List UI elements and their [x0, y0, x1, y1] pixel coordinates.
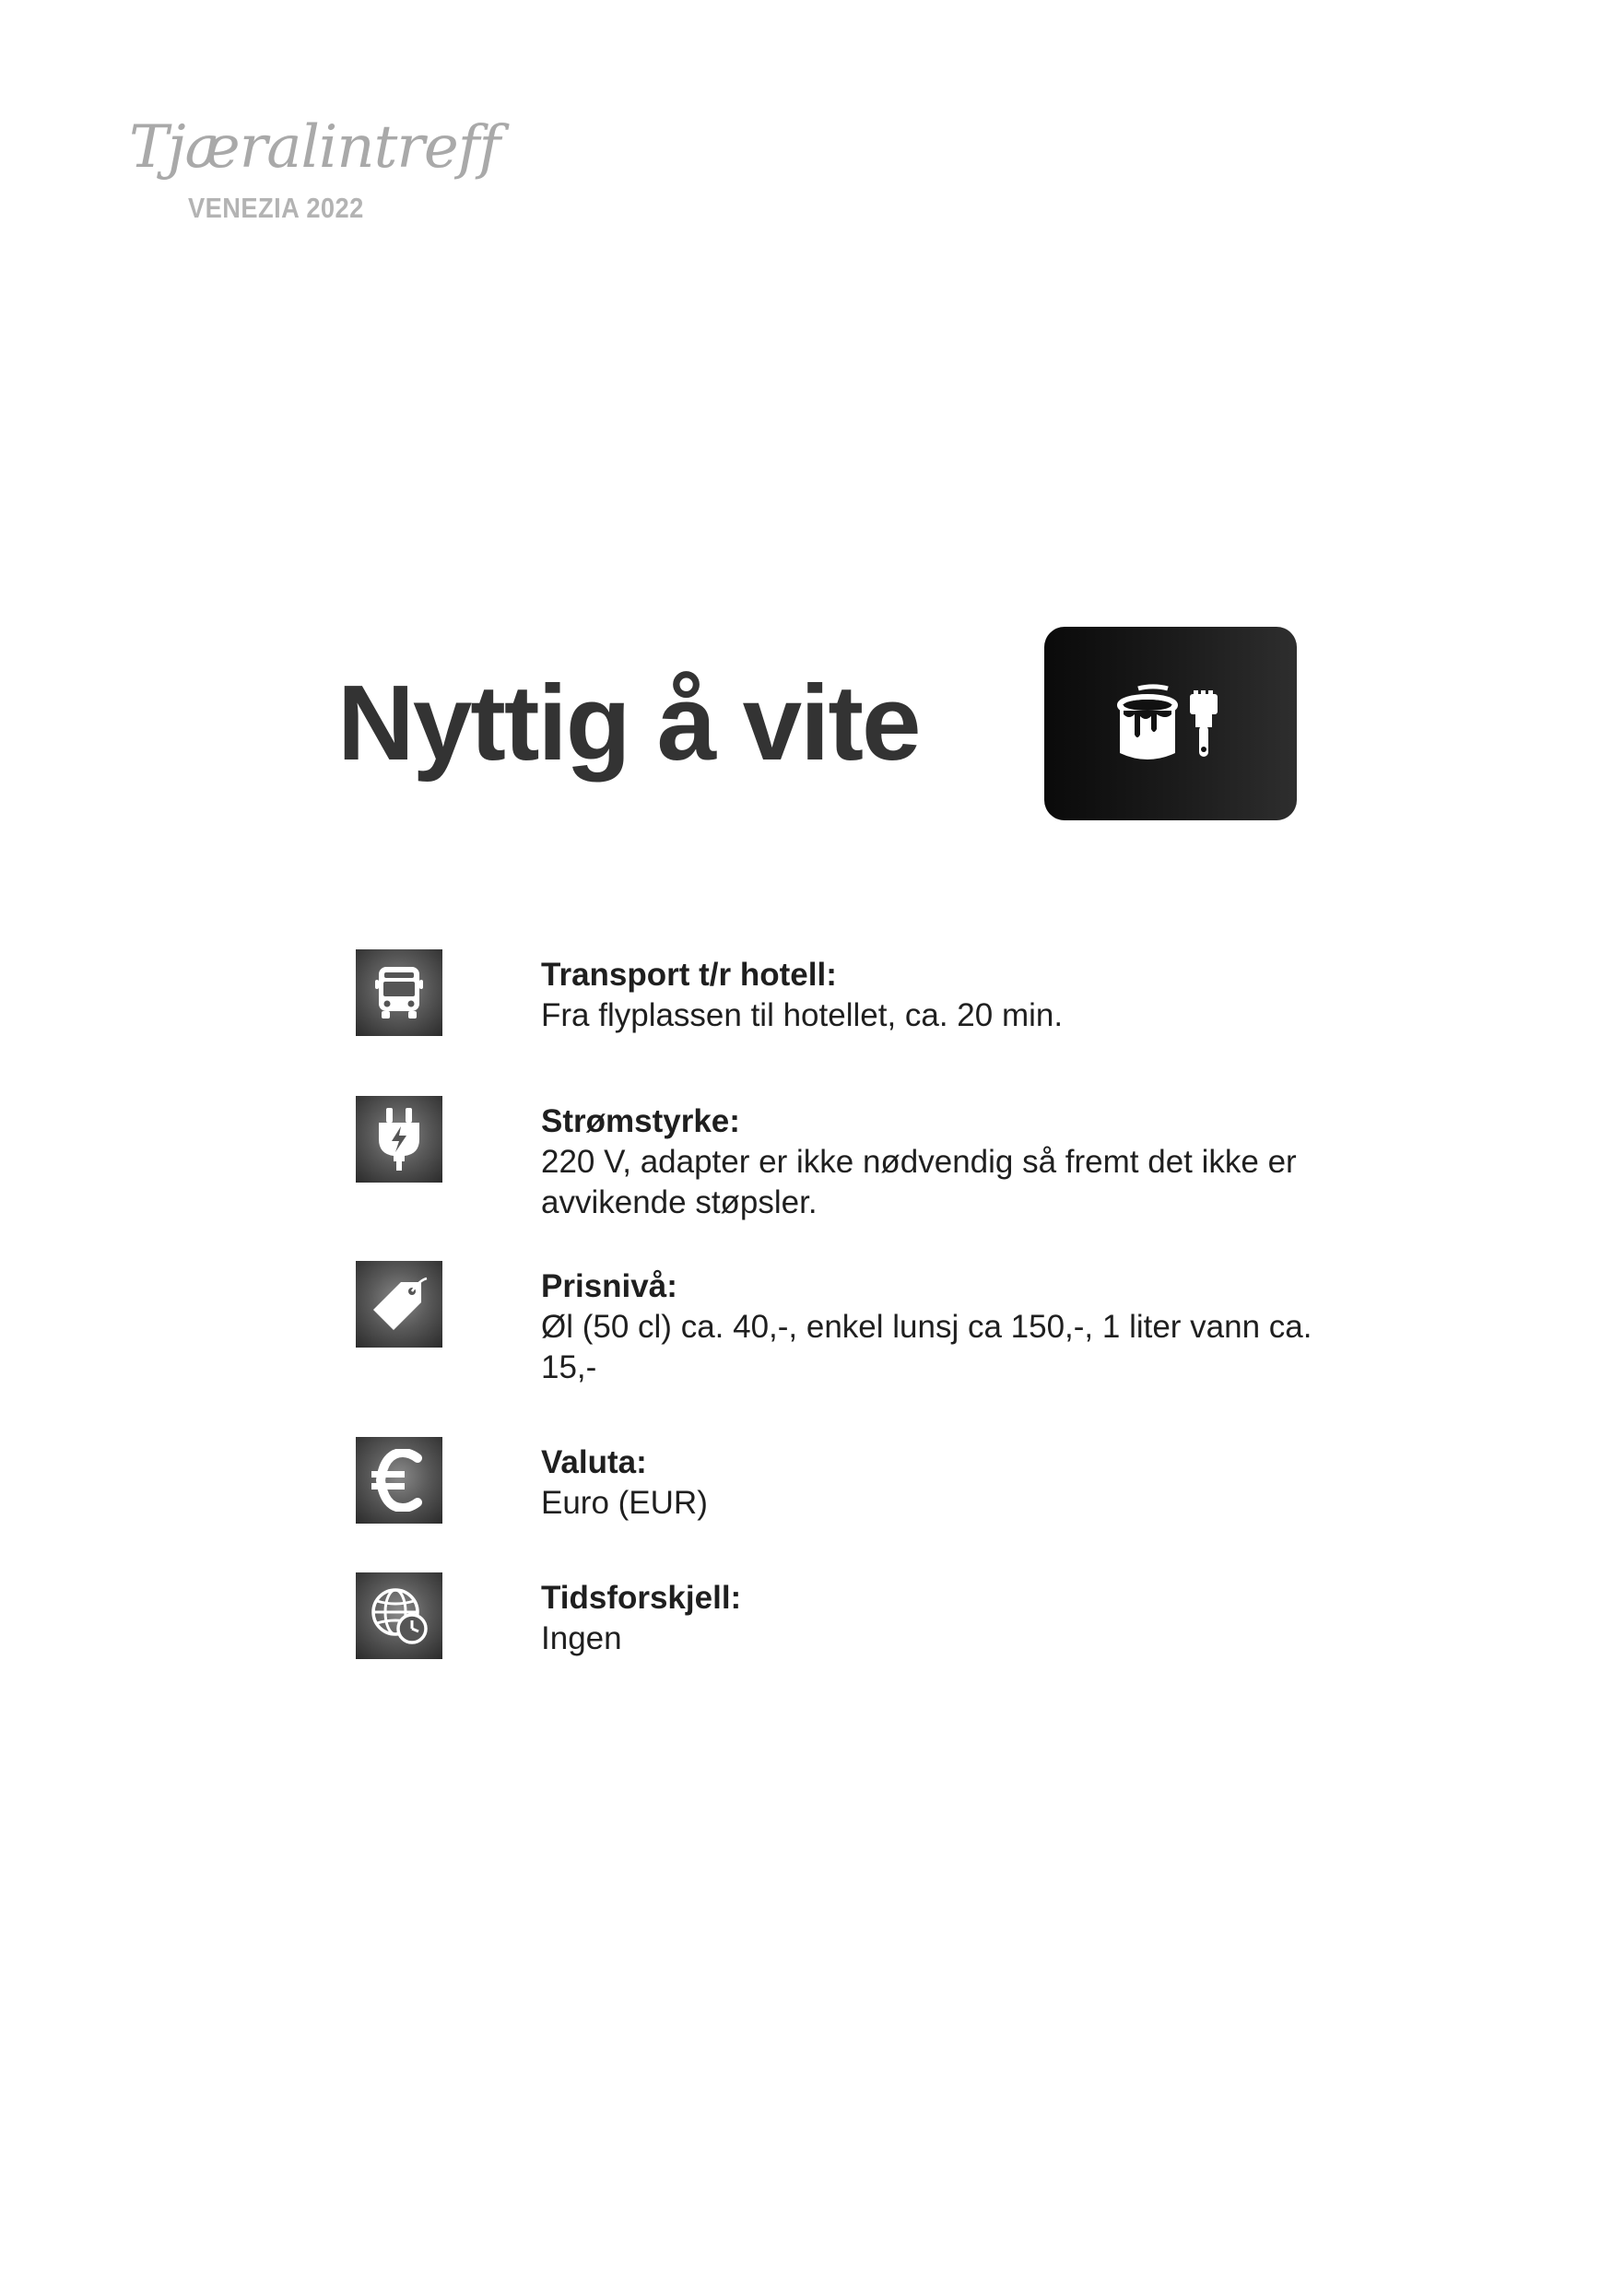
item-text	[541, 1101, 1324, 1223]
logo	[129, 113, 500, 229]
bus-icon	[356, 949, 442, 1036]
price-tag-icon	[356, 1261, 442, 1348]
item-value: Euro (EUR)	[541, 1485, 708, 1521]
logo-script-text: Tjæralintreff	[129, 113, 500, 182]
hero-icon-box	[1044, 627, 1297, 820]
item-value: Ingen	[541, 1620, 622, 1656]
item-text	[541, 955, 1324, 1036]
euro-icon	[356, 1437, 442, 1524]
item-text	[541, 1442, 1324, 1524]
item-value: 220 V, adapter er ikke nødvendig så fremt det ikke er avvikende støpsler.	[541, 1144, 1297, 1220]
item-label: Transport t/r hotell:	[541, 957, 837, 993]
item-label: Prisnivå:	[541, 1268, 677, 1304]
logo-subtitle: VENEZIA 2022	[188, 192, 364, 224]
paint-bucket-and-brush-icon	[1111, 677, 1230, 770]
item-text	[541, 1266, 1324, 1388]
item-label: Tidsforskjell:	[541, 1580, 742, 1616]
plug-icon	[356, 1096, 442, 1183]
item-label: Valuta:	[541, 1444, 647, 1480]
item-value: Fra flyplassen til hotellet, ca. 20 min.	[541, 997, 1064, 1033]
item-value: Øl (50 cl) ca. 40,-, enkel lunsj ca 150,-, 1 liter vann ca. 15,-	[541, 1309, 1312, 1385]
item-text	[541, 1578, 1324, 1659]
item-label: Strømstyrke:	[541, 1103, 740, 1139]
page-title: Nyttig å vite	[337, 663, 920, 783]
globe-clock-icon	[356, 1572, 442, 1659]
